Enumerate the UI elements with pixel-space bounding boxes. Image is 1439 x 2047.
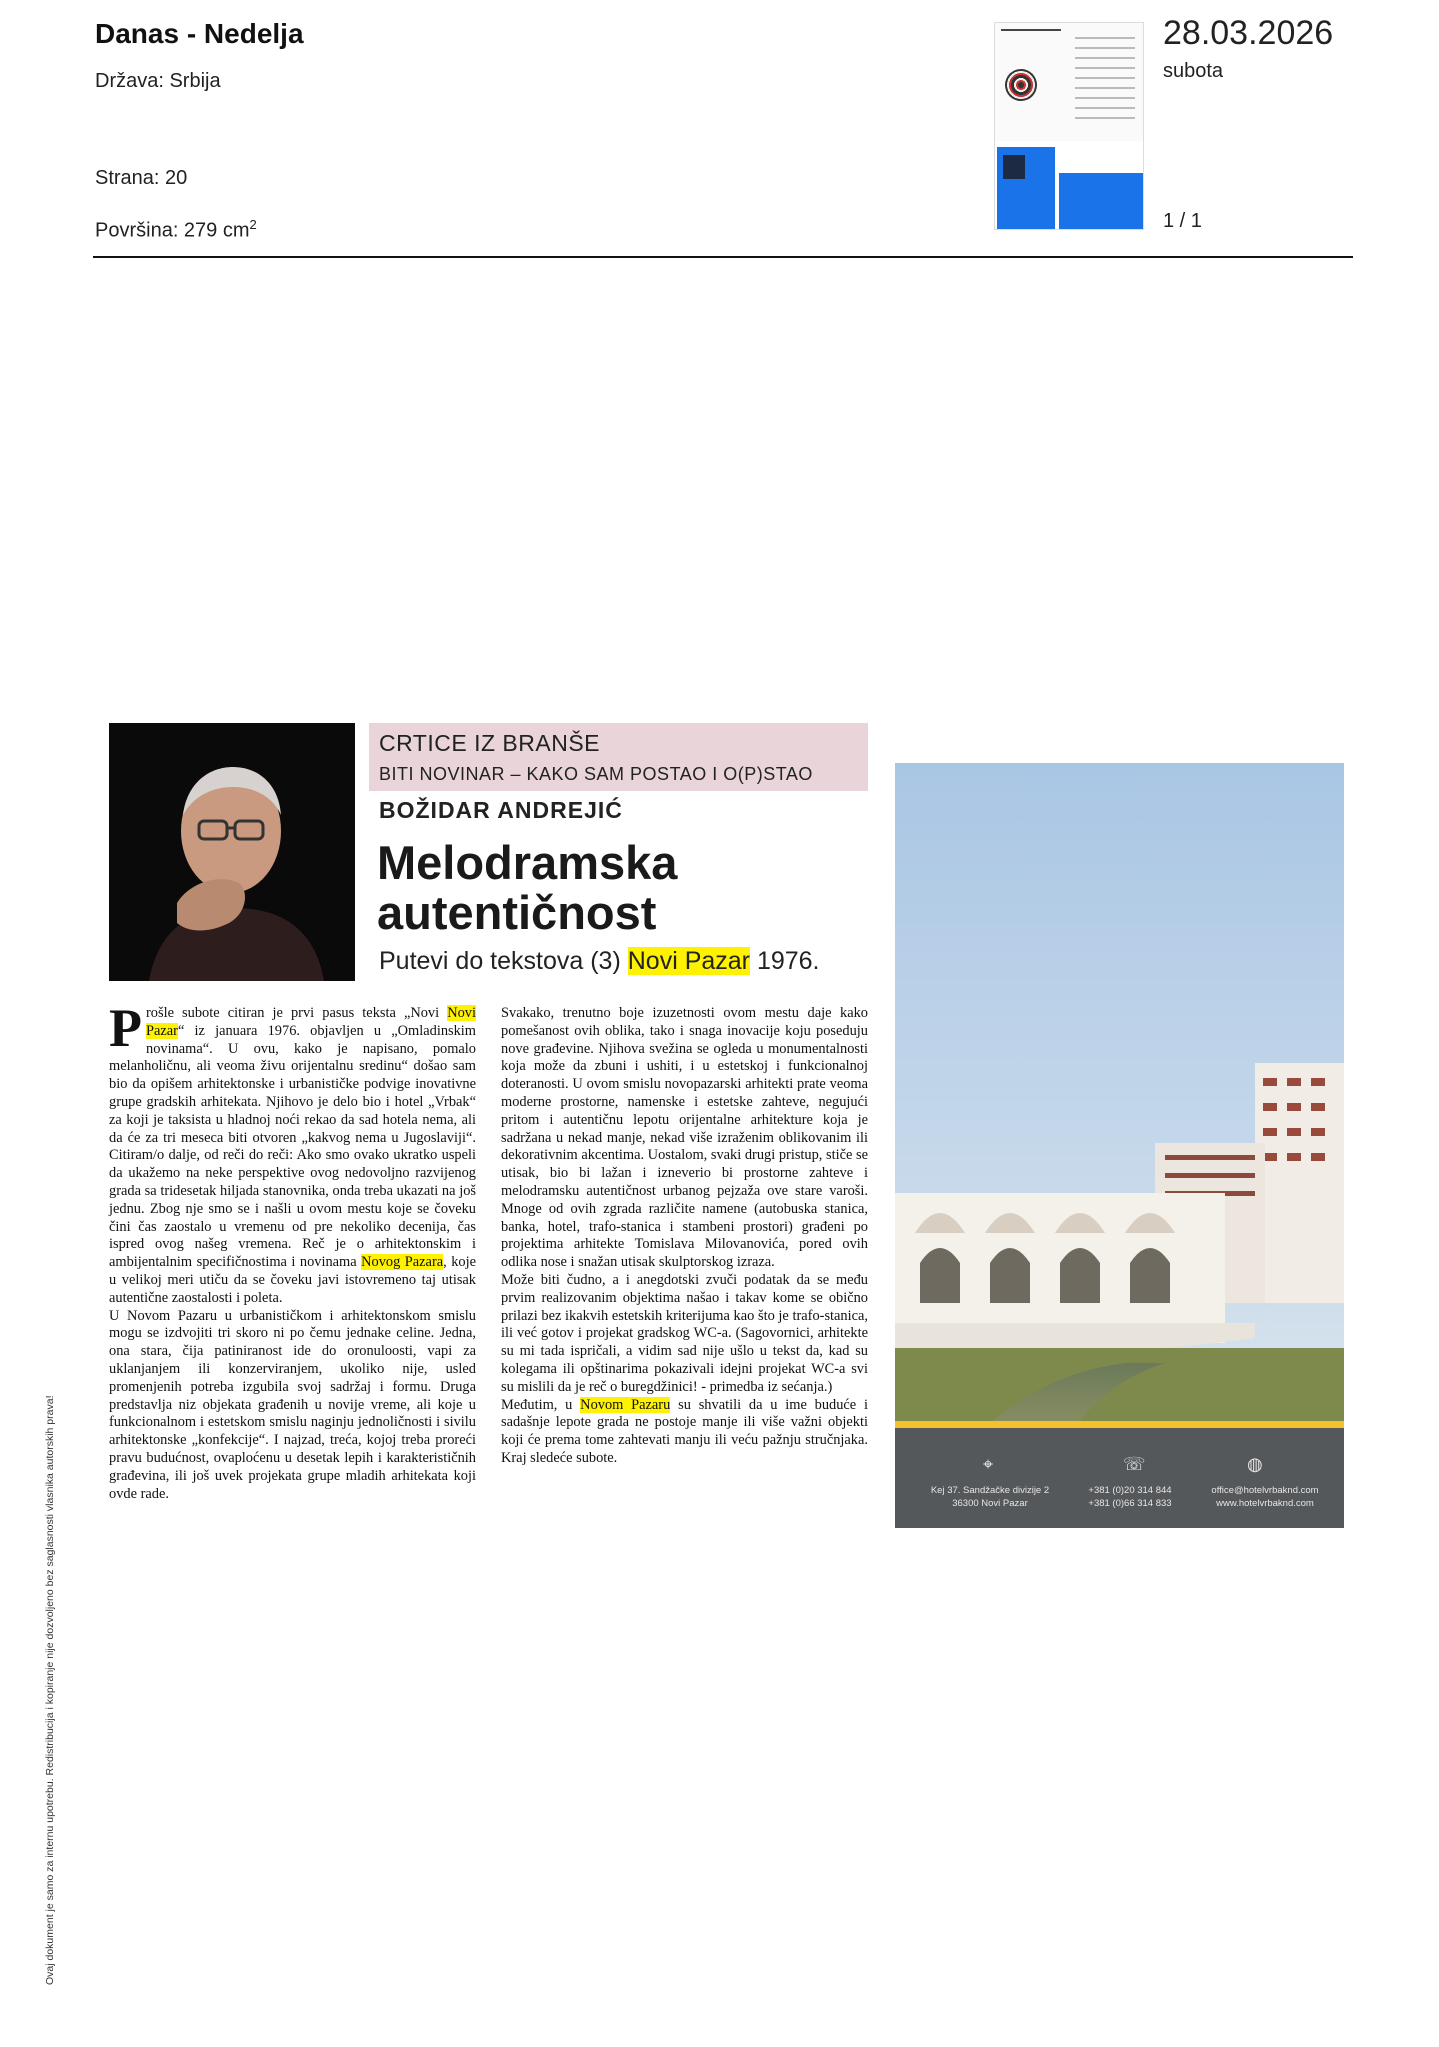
- ad-address-line-1: Kej 37. Sandžačke divizije 2: [930, 1485, 1050, 1496]
- author-portrait-illustration: [109, 723, 355, 981]
- column2-text: Međutim, u: [501, 1396, 581, 1413]
- ad-phones: [1075, 1484, 1185, 1510]
- globe-icon: ◍: [1247, 1454, 1263, 1474]
- article-column-1: [109, 998, 476, 1503]
- country-label: Država: Srbija: [95, 70, 221, 92]
- thumbnail-dark-photo: [1003, 155, 1025, 179]
- header-divider: [93, 256, 1353, 258]
- highlight-novi-pazar: Novi Pazar: [146, 1005, 476, 1039]
- subhead-highlight: Novi Pazar: [627, 947, 750, 975]
- headline-line-2: autentičnost: [377, 886, 657, 939]
- ad-address: [925, 1484, 1055, 1510]
- column1-text: rošle subote citiran je prvi pasus teksta „Novi: [146, 1005, 448, 1021]
- ad-web: [1195, 1484, 1335, 1510]
- thumbnail-text-line: [1075, 57, 1135, 59]
- thumbnail-text-line: [1075, 97, 1135, 99]
- thumbnail-text-line: [1075, 87, 1135, 89]
- drop-cap: P: [109, 998, 142, 1058]
- thumbnail-text-line: [1075, 107, 1135, 109]
- ad-website: www.hotelvrbaknd.com: [1216, 1498, 1314, 1509]
- location-pin-icon: ⌖: [983, 1454, 994, 1474]
- thumbnail-text-line: [1075, 77, 1135, 79]
- column2-text: su shvatili da u ime buduće i sadašnje lepote grada ne postoje manje ili više važni objekti koji će prema tome zahtevati manju ili veću pažnju stručnjaka. Kraj sledeće subote.: [501, 1396, 868, 1466]
- page-thumbnail[interactable]: [994, 22, 1144, 230]
- column1-paragraph-2: U Novom Pazaru u urbanističkom i arhitektonskom smislu mogu se izdvojiti tri skoro ni po čemu jednake celine. Jedna, ona stara, čija patiniranost ide do oronuloosti, vapi za uklanjanjem ili konzerviranjem, ukoliko nije, usled promenjenih potreba izgubila svoj sadržaj i formu. Druga predstavlja niz objekata građenih u novije vreme, ali koje u funkcionalnom i estetskom smislu naginju jednoličnosti i sivilu arhitektonske „konfekcije“. I najzad, treća, kojoj treba proreći pravu budućnost, ovaploćenu u desetak lepih i karakterističnih građevina, ili još uvek projekata grupe mladih arhitekata koji ovde rade.: [109, 1307, 476, 1502]
- dartboard-icon: [1005, 69, 1037, 101]
- area-label: [95, 217, 257, 243]
- highlight-novog-pazara: Novog Pazara: [361, 1254, 444, 1271]
- thumbnail-text-line: [1075, 47, 1135, 49]
- hotel-advertisement: [895, 763, 1344, 1528]
- article-subhead: [379, 947, 820, 976]
- ad-phone-line-1: +381 (0)20 314 844: [1088, 1485, 1172, 1496]
- phone-icon: ☏: [1123, 1454, 1146, 1474]
- publication-title: Danas - Nedelja: [95, 18, 304, 49]
- copyright-side-note: Ovaj dokument je samo za internu upotrebu. Redistribucija i kopiranje nije dozvoljeno bez saglasnosti vlasnika autorskih prava!: [44, 1395, 56, 1985]
- author-photo: [109, 723, 355, 981]
- page-number-label: Strana: 20: [95, 167, 188, 189]
- article-headline: [377, 838, 857, 938]
- page-count: 1 / 1: [1163, 210, 1202, 232]
- area-value: Površina: 279 cm: [95, 219, 250, 242]
- column2-paragraph-3: [501, 1397, 868, 1468]
- author-byline: BOŽIDAR ANDREJIĆ: [379, 797, 623, 823]
- ad-address-line-2: 36300 Novi Pazar: [952, 1498, 1028, 1509]
- article-column-2: [501, 1005, 868, 1468]
- issue-date: 28.03.2026: [1163, 14, 1334, 52]
- subhead-text: Putevi do tekstova (3): [379, 947, 628, 975]
- column2-paragraph-2: Može biti čudno, a i anegdotski zvuči podatak da se među prvim realizovanim objektima našao i takav kome se obično prilazi bez ikakvih estetskih kriterijuma kao što je trafo-stanica, ili već gotov i projekat gradskog WC-a. (Sagovornici, arhitekte su mi tada ispričali, a vidim sad nije ušlo u tekst da, kad su kolegama ili opštinarima pokazivali idejni projekat WC-a svi su mislili da je reč o buregdžinici! - primedba iz sećanja.): [501, 1271, 868, 1395]
- issue-weekday: subota: [1163, 60, 1224, 82]
- ad-contact-footer: [895, 1428, 1344, 1528]
- thumbnail-text-line: [1001, 29, 1061, 31]
- column2-paragraph-1: Svakako, trenutno boje izuzetnosti ovom mestu daje kako pomešanost ovih oblika, tako i snaga inovacije koju poseduju nove građevine. Njihova svežina se ogleda u monumentalnosti koja može da zbuni i ushiti, i u estetskoj i funkcionalnoj doteranosti. U ovom smislu novopazarski arhitekti prate veoma moderne prostorne, namenske i estetske zahteve, negujući pritom i autentičnu lepotu orijentalne arhitekture koja je sadržana u nekad manje, nekad više izraženim oblikovanim ili dekorativnim akcentima. Uostalom, svaki drugi pristup, stiče se utisak, bio bi lažan i izneverio bi prostorne zahteve i melodramsku autentičnost urbanog pejzaža ove stare varoši. Mnoge od ovih zgrada različite namene (autobuska stanica, banka, hotel, trafo-stanica i stambeni prostori) građeni po projektima arhitekte Tomislava Milovanovića, pored ovih odlika nose i snažan utisak skulptorskog izraza.: [501, 1005, 868, 1271]
- column1-paragraph-1: [109, 998, 476, 1308]
- thumbnail-blue-block: [1059, 173, 1143, 229]
- hotel-photo-illustration: [895, 763, 1344, 1428]
- thumbnail-text-line: [1075, 67, 1135, 69]
- column1-text: , koje u velikoj meri utiču da se čoveku javi istovremeno taj utisak autentične zaostalosti i poleta.: [109, 1254, 476, 1306]
- highlight-novom-pazaru: Novom Pazaru: [580, 1396, 671, 1413]
- section-kicker: CRTICE IZ BRANŠE: [379, 730, 600, 756]
- ad-phone-line-2: +381 (0)66 314 833: [1088, 1498, 1172, 1509]
- series-title: BITI NOVINAR – KAKO SAM POSTAO I O(P)STAO: [379, 764, 813, 784]
- thumbnail-text-line: [1075, 117, 1135, 119]
- column1-text: “ iz januara 1976. objavljen u „Omladinskim novinama“. U ovu, kako je napisano, pomalo melanholičnu, ali veoma živu orijentalnu sredinu“ došao sam bio da opišem arhitektonske i urbanističke podvige inovativne grupe gradskih arhitekata. Njihovo je delo bio i hotel „Vrbak“ za koji je taksista u hladnoj noći rekao da sad hotela nema, ali da će za tri meseca biti otvoren „kakvog nema u Jugoslaviji“. Citiram/o dalje, od reči do reči: Ako smo ovako ukratko uspeli da ukažemo na neke perspektive ovog nedovoljno razvijenog grada sa tridesetak hiljada stanovnika, onda treba ukazati na još jednu. Zbog nje smo se i našli u ovom mestu koje se čoveku čini čas zaostalo u vremenu od pre nekoliko decenija, čas ispred ovog našeg vremena. Reč je o arhitektonskim i ambijentalnim specifičnostima i novinama: [109, 1022, 476, 1271]
- headline-line-1: Melodramska: [377, 836, 678, 889]
- subhead-year: 1976.: [750, 947, 820, 975]
- thumbnail-text-line: [1075, 37, 1135, 39]
- ad-email: office@hotelvrbaknd.com: [1211, 1485, 1319, 1496]
- area-unit-sup: 2: [249, 217, 257, 232]
